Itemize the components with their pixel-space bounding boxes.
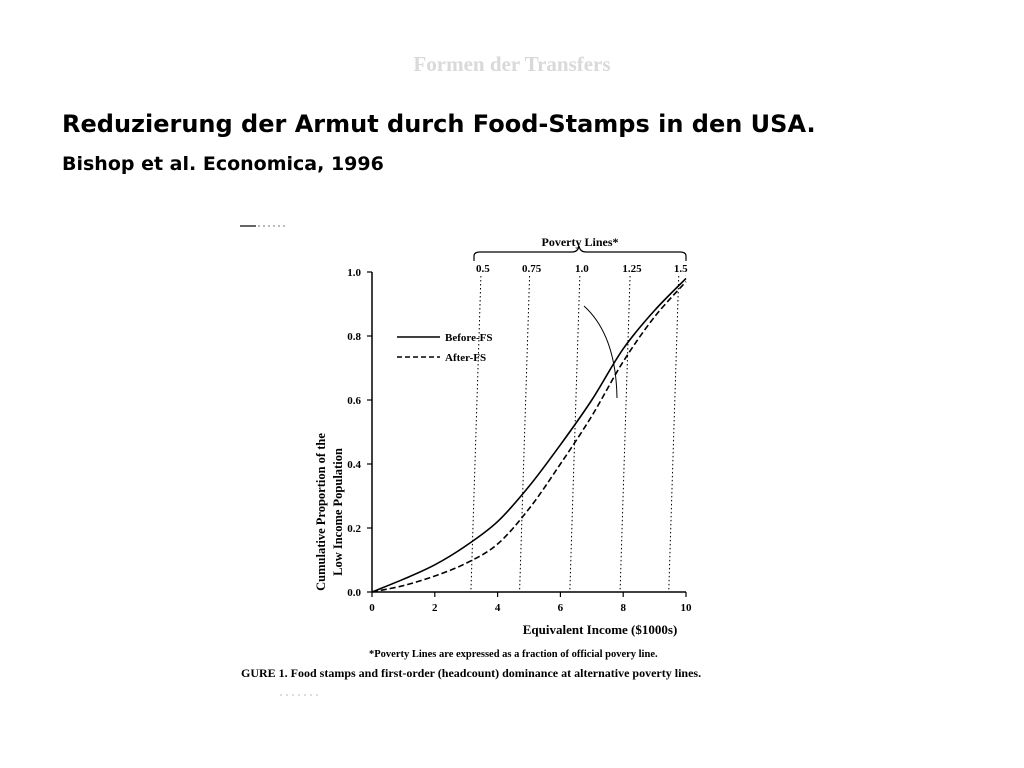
series-line-before-fs — [372, 278, 686, 592]
y-tick-label: 0.8 — [347, 331, 361, 343]
x-tick-label: 8 — [620, 602, 626, 614]
x-tick-label: 10 — [680, 602, 692, 614]
legend-label-before-fs: Before-FS — [445, 332, 493, 344]
poverty-line-label: 0.5 — [476, 263, 490, 275]
poverty-line — [620, 276, 630, 592]
x-axis-title: Equivalent Income ($1000s) — [522, 622, 678, 637]
y-tick-label: 0.0 — [347, 587, 361, 599]
figure-footnote: *Poverty Lines are expressed as a fraction of official povery line. — [369, 649, 658, 660]
poverty-line-label: 0.75 — [521, 263, 542, 275]
slide-subtitle: Bishop et al. Economica, 1996 — [62, 153, 384, 175]
poverty-line-label: 1.25 — [622, 263, 642, 275]
legend-label-after-fs: After-FS — [445, 352, 487, 364]
poverty-line — [471, 276, 481, 592]
y-tick-label: 0.6 — [347, 395, 361, 407]
poverty-line — [570, 276, 580, 592]
poverty-lines-title: Poverty Lines* — [541, 235, 619, 249]
slide-title: Reduzierung der Armut durch Food-Stamps in den USA. — [62, 110, 816, 138]
y-axis-title-line2: Low Income Population — [331, 448, 345, 576]
annotation-arc — [584, 306, 617, 398]
y-tick-label: 1.0 — [347, 267, 361, 279]
x-tick-label: 6 — [557, 602, 564, 614]
y-axis-title-line1: Cumulative Proportion of the — [314, 433, 328, 591]
scan-artifact-marks — [240, 226, 320, 695]
x-tick-label: 4 — [494, 602, 501, 614]
figure-caption: GURE 1. Food stamps and first-order (headcount) dominance at alternative poverty lines. — [241, 666, 702, 680]
poverty-line — [520, 276, 530, 592]
x-tick-label: 0 — [369, 602, 375, 614]
slide-faded-title: Formen der Transfers — [413, 52, 611, 76]
poverty-line-label: 1.0 — [574, 263, 589, 275]
poverty-line — [669, 276, 679, 592]
y-tick-label: 0.2 — [347, 523, 361, 535]
y-tick-label: 0.4 — [347, 459, 361, 471]
x-tick-label: 2 — [432, 602, 438, 614]
poverty-line-label: 1.5 — [673, 263, 688, 275]
